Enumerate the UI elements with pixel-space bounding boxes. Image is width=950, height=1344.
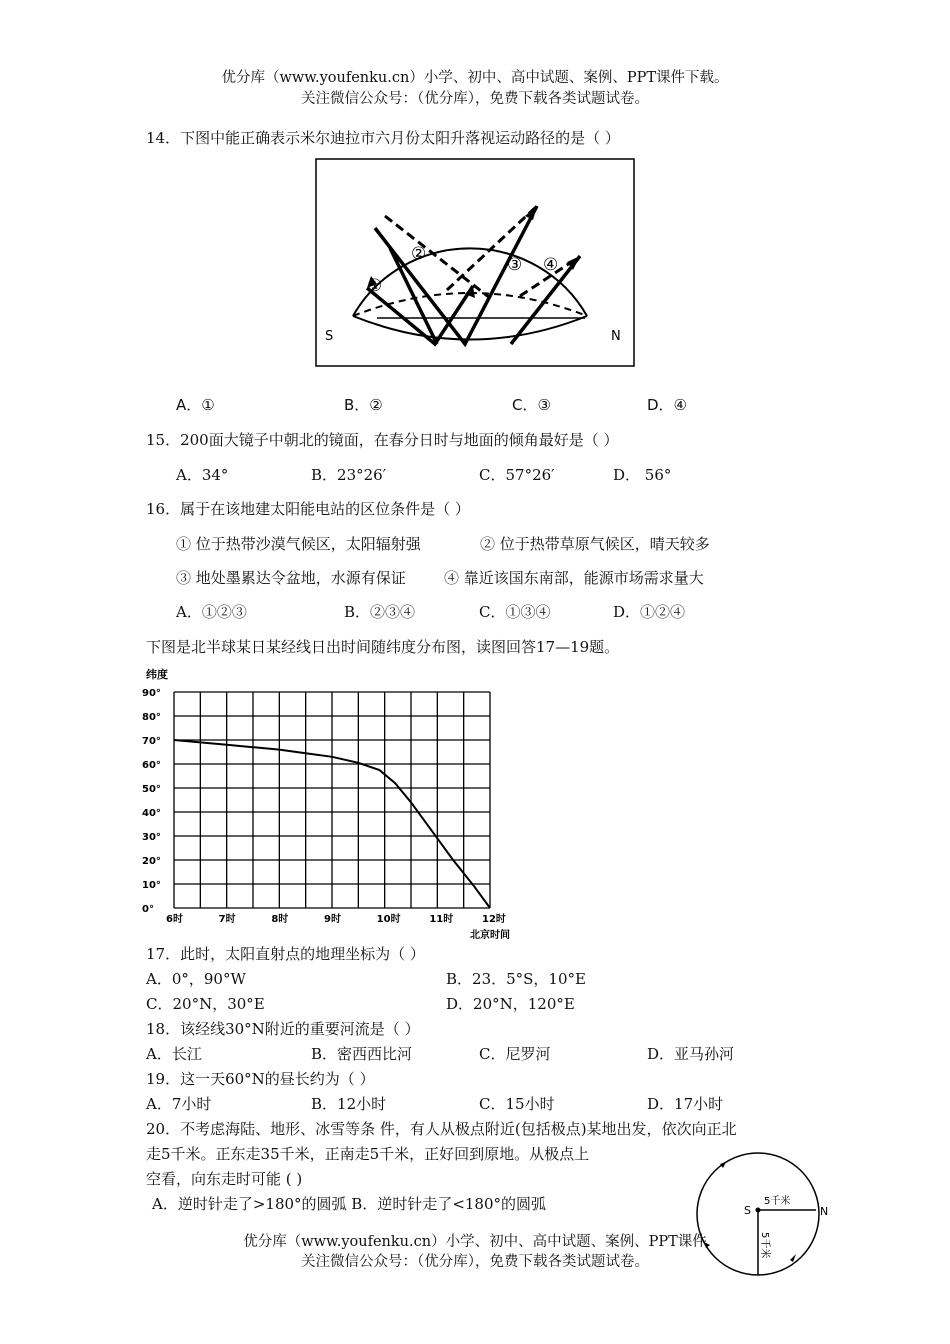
q16-condition-4: ④ 靠近该国东南部，能源市场需求量大 — [444, 569, 704, 587]
header-line-1: 优分库（www.youfenku.cn）小学、初中、高中试题、案例、PPT课件下载。 — [221, 70, 729, 86]
q18-stem: 18．该经线30°N附近的重要河流是（ ） — [146, 1020, 420, 1038]
y-tick-label: 60° — [142, 760, 161, 771]
y-tick-label: 80° — [142, 712, 161, 723]
x-tick-label: 10时 — [376, 914, 401, 925]
q18-option-a[interactable]: A．长江 — [146, 1045, 202, 1063]
y-tick-label: 20° — [142, 856, 161, 867]
path-label-2: ② — [411, 244, 427, 264]
q19-stem: 19．这一天60°N的昼长约为（ ） — [146, 1070, 375, 1088]
q14-option-d[interactable]: D．④ — [647, 396, 687, 414]
q17-option-d[interactable]: D．20°N，120°E — [446, 995, 575, 1013]
q15-option-c[interactable]: C．57°26′ — [479, 466, 555, 484]
path-label-4: ④ — [543, 255, 559, 275]
x-tick-label: 6时 — [166, 914, 183, 925]
q19-option-b[interactable]: B．12小时 — [311, 1095, 387, 1113]
q14-option-b[interactable]: B．② — [344, 396, 383, 414]
sunrise-latitude-chart — [140, 664, 525, 944]
sun-path-diagram — [315, 158, 635, 367]
q19-option-c[interactable]: C．15小时 — [479, 1095, 555, 1113]
y-tick-label: 90° — [142, 688, 161, 699]
q17-option-c[interactable]: C．20°N，30°E — [146, 995, 265, 1013]
y-tick-label: 70° — [142, 736, 161, 747]
q14-option-c[interactable]: C．③ — [512, 396, 551, 414]
x-tick-label: 8时 — [271, 914, 289, 925]
q19-option-a[interactable]: A．7小时 — [146, 1095, 212, 1113]
circle-east-label: 5千米 — [764, 1196, 791, 1207]
q20-line-3: 空看，向东走时可能 ( ) — [146, 1170, 303, 1188]
q17-option-a[interactable]: A．0°，90°W — [146, 970, 246, 988]
x-tick-label: 7时 — [218, 914, 236, 925]
circle-s-label: S — [744, 1204, 751, 1217]
chart-intro: 下图是北半球某日某经线日出时间随纬度分布图，读图回答17—19题。 — [146, 638, 620, 656]
diagram-frame — [316, 159, 634, 366]
q20-options-ab[interactable]: A．逆时针走了>180°的圆弧 B．逆时针走了<180°的圆弧 — [152, 1195, 547, 1213]
x-tick-label: 11时 — [429, 914, 454, 925]
footer-line-2: 关注微信公众号：（优分库），免费下载各类试题试卷。 — [301, 1254, 649, 1270]
chart-xlabel: 北京时间 — [470, 930, 510, 941]
pole-point — [756, 1208, 761, 1213]
y-tick-label: 0° — [142, 904, 154, 915]
q15-option-b[interactable]: B．23°26′ — [311, 466, 387, 484]
chart-ticks — [142, 688, 506, 925]
q18-option-b[interactable]: B．密西西比河 — [311, 1045, 413, 1063]
chart-ylabel: 纬度 — [146, 668, 168, 681]
q15-stem: 15．200面大镜子中朝北的镜面，在春分日时与地面的倾角最好是（ ） — [146, 431, 619, 449]
q16-stem: 16．属于在该地建太阳能电站的区位条件是（ ） — [146, 500, 470, 518]
q16-condition-1: ① 位于热带沙漠气候区，太阳辐射强 — [176, 535, 421, 553]
q17-option-b[interactable]: B．23．5°S，10°E — [446, 970, 586, 988]
q20-line-1: 20．不考虑海陆、地形、冰雪等条 件，有人从极点附近(包括极点)某地出发，依次向正北 — [146, 1120, 737, 1138]
chart-grid — [174, 692, 490, 908]
path-label-1: ① — [367, 276, 383, 296]
q16-condition-3: ③ 地处墨累达令盆地，水源有保证 — [176, 569, 406, 587]
q18-option-c[interactable]: C．尼罗河 — [479, 1045, 551, 1063]
q14-option-a[interactable]: A．① — [176, 396, 215, 414]
q16-option-a[interactable]: A．①②③ — [176, 603, 247, 621]
y-tick-label: 50° — [142, 784, 161, 795]
y-tick-label: 40° — [142, 808, 161, 819]
footer-line-1: 优分库（www.youfenku.cn）小学、初中、高中试题、案例、PPT课件 — [243, 1234, 707, 1250]
header-line-2: 关注微信公众号：（优分库），免费下载各类试题试卷。 — [301, 91, 649, 107]
q20-line-2: 走5千米。正东走35千米，正南走5千米，正好回到原地。从极点上 — [146, 1145, 590, 1163]
q18-option-d[interactable]: D．亚马孙河 — [647, 1045, 735, 1063]
x-tick-label: 9时 — [324, 914, 341, 925]
q19-option-d[interactable]: D．17小时 — [647, 1095, 724, 1113]
circle-n-label: N — [820, 1205, 829, 1218]
q16-condition-2: ② 位于热带草原气候区，晴天较多 — [480, 535, 710, 553]
q15-option-a[interactable]: A．34° — [176, 466, 229, 484]
diagram-n-label: N — [611, 329, 621, 344]
path-label-3: ③ — [507, 255, 523, 275]
circle-south-label: 5千米 — [759, 1232, 770, 1259]
q16-option-b[interactable]: B．②③④ — [344, 603, 416, 621]
q17-stem: 17．此时，太阳直射点的地理坐标为（ ） — [146, 945, 425, 963]
q16-option-d[interactable]: D．①②④ — [613, 603, 686, 621]
x-tick-label: 12时 — [482, 914, 506, 925]
q15-option-d[interactable]: D． 56° — [613, 466, 672, 484]
y-tick-label: 30° — [142, 832, 161, 843]
q14-stem: 14．下图中能正确表示米尔迪拉市六月份太阳升落视运动路径的是（ ） — [146, 129, 620, 147]
q16-option-c[interactable]: C．①③④ — [479, 603, 551, 621]
y-tick-label: 10° — [142, 880, 161, 891]
diagram-s-label: S — [325, 329, 334, 344]
